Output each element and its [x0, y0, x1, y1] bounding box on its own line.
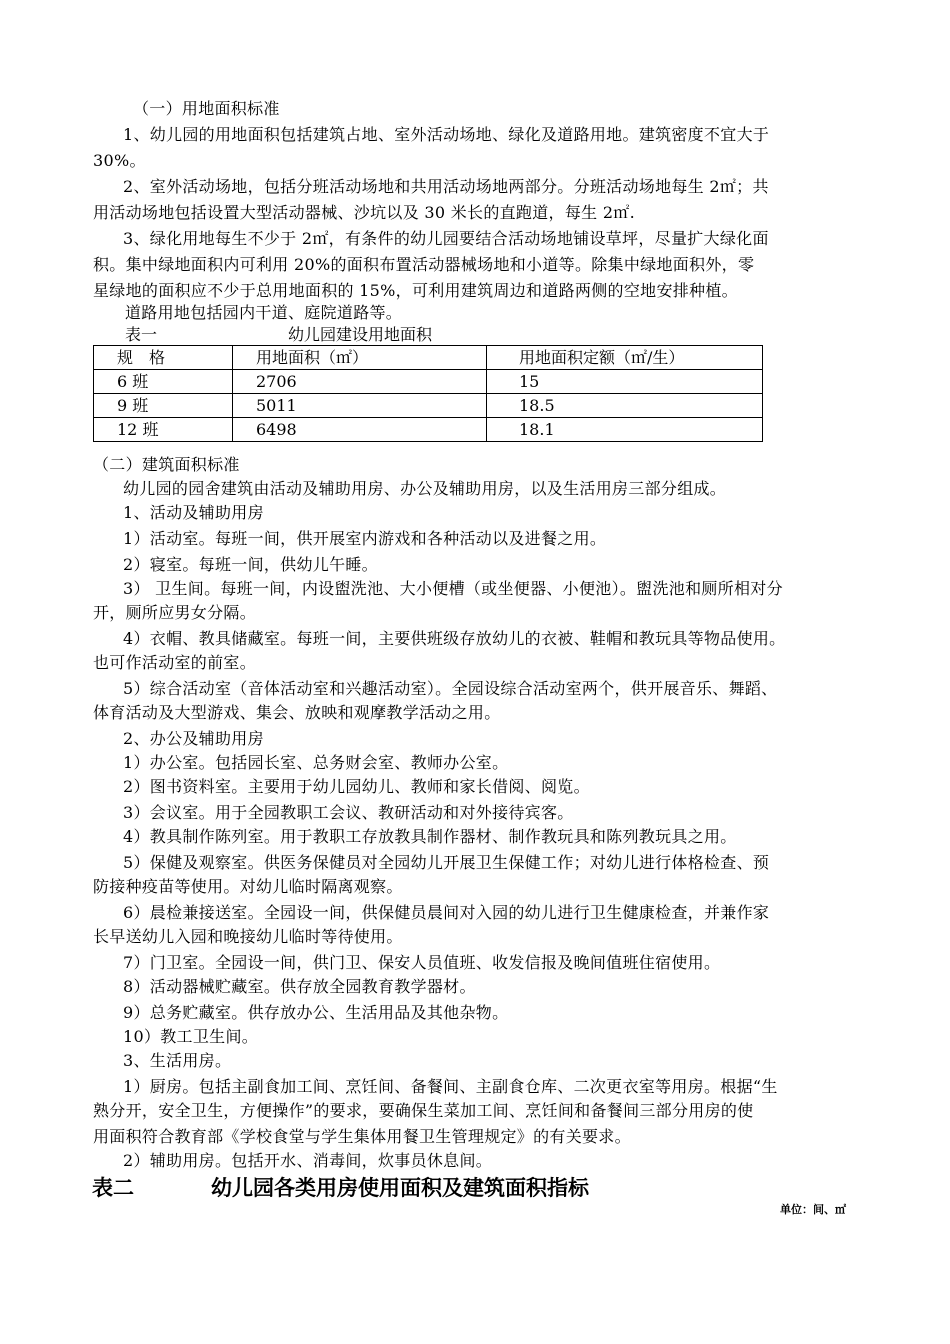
paragraph: 用面积符合教育部《学校食堂与学生集体用餐卫生管理规定》的有关要求。: [93, 1127, 631, 1146]
table1-label: 表一: [125, 325, 158, 344]
paragraph: 幼儿园的园舍建筑由活动及辅助用房、办公及辅助用房，以及生活用房三部分组成。: [123, 479, 727, 498]
table-cell: 6 班: [94, 370, 233, 394]
table-row: [94, 418, 763, 442]
subheading: 1、活动及辅助用房: [123, 503, 264, 522]
paragraph: 4）教具制作陈列室。用于教职工存放教具制作器材、制作教玩具和陈列教玩具之用。: [123, 827, 737, 846]
paragraph: 7）门卫室。全园设一间，供门卫、保安人员值班、收发信报及晚间值班住宿使用。: [123, 953, 721, 972]
table2-title: 幼儿园各类用房使用面积及建筑面积指标: [211, 1176, 589, 1200]
table-cell: 6498: [233, 418, 487, 442]
table-header-cell: 规 格: [94, 346, 233, 370]
paragraph: 也可作活动室的前室。: [93, 653, 257, 672]
table-cell: 12 班: [94, 418, 233, 442]
paragraph: 3） 卫生间。每班一间，内设盥洗池、大小便槽（或坐便器、小便池）。盥洗池和厕所相对分: [123, 579, 783, 598]
table-header-cell: 用地面积（㎡）: [233, 346, 487, 370]
table2-label: 表二: [92, 1176, 134, 1200]
section2-heading: （二）建筑面积标准: [93, 455, 240, 474]
paragraph: 开，厕所应男女分隔。: [93, 603, 257, 622]
table-cell: 2706: [233, 370, 487, 394]
land-area-table: [93, 345, 763, 442]
paragraph: 道路用地包括园内干道、庭院道路等。: [125, 303, 403, 322]
table-row: [94, 394, 763, 418]
paragraph: 8）活动器械贮藏室。供存放全园教育教学器材。: [123, 977, 476, 996]
paragraph: 1、幼儿园的用地面积包括建筑占地、室外活动场地、绿化及道路用地。建筑密度不宜大于: [123, 125, 770, 144]
paragraph: 积。集中绿地面积内可利用 20%的面积布置活动器械场地和小道等。除集中绿地面积外，零: [93, 255, 755, 274]
paragraph: 1）办公室。包括园长室、总务财会室、教师办公室。: [123, 753, 509, 772]
table-cell: 5011: [233, 394, 487, 418]
paragraph: 5）综合活动室（音体活动室和兴趣活动室）。全园设综合活动室两个，供开展音乐、舞蹈、: [123, 679, 778, 698]
table-row: [94, 370, 763, 394]
paragraph: 30%。: [93, 151, 146, 170]
table2-unit: 单位：间、㎡: [780, 1203, 846, 1216]
paragraph: 1）厨房。包括主副食加工间、烹饪间、备餐间、主副食仓库、二次更衣室等用房。根据“生: [123, 1077, 778, 1096]
table1-title: 幼儿园建设用地面积: [288, 325, 433, 344]
table-header-cell: 用地面积定额（㎡/生）: [487, 346, 763, 370]
table-cell: 15: [487, 370, 763, 394]
paragraph: 星绿地的面积应不少于总用地面积的 15%，可利用建筑周边和道路两侧的空地安排种植。: [93, 281, 738, 300]
paragraph: 2）寝室。每班一间，供幼儿午睡。: [123, 555, 378, 574]
paragraph: 9）总务贮藏室。供存放办公、生活用品及其他杂物。: [123, 1003, 509, 1022]
paragraph: 1）活动室。每班一间，供开展室内游戏和各种活动以及进餐之用。: [123, 529, 607, 548]
paragraph: 4）衣帽、教具储藏室。每班一间，主要供班级存放幼儿的衣被、鞋帽和教玩具等物品使用。: [123, 629, 786, 648]
table-cell: 9 班: [94, 394, 233, 418]
paragraph: 5）保健及观察室。供医务保健员对全园幼儿开展卫生保健工作；对幼儿进行体格检查、预: [123, 853, 770, 872]
paragraph: 用活动场地包括设置大型活动器械、沙坑以及 30 米长的直跑道，每生 2㎡.: [93, 203, 635, 222]
paragraph: 防接种疫苗等使用。对幼儿临时隔离观察。: [93, 877, 403, 896]
subheading: 3、生活用房。: [123, 1051, 232, 1070]
paragraph: 2）图书资料室。主要用于幼儿园幼儿、教师和家长借阅、阅览。: [123, 777, 590, 796]
paragraph: 2、室外活动场地，包括分班活动场地和共用活动场地两部分。分班活动场地每生 2㎡；共: [123, 177, 769, 196]
paragraph: 体育活动及大型游戏、集会、放映和观摩教学活动之用。: [93, 703, 501, 722]
paragraph: 熟分开，安全卫生，方便操作”的要求，要确保生菜加工间、烹饪间和备餐间三部分用房的使: [93, 1101, 754, 1120]
paragraph: 10）教工卫生间。: [123, 1027, 259, 1046]
table-cell: 18.5: [487, 394, 763, 418]
table-header-row: [94, 346, 763, 370]
section1-heading: （一）用地面积标准: [133, 99, 280, 118]
paragraph: 3、绿化用地每生不少于 2㎡，有条件的幼儿园要结合活动场地铺设草坪，尽量扩大绿化面: [123, 229, 769, 248]
paragraph: 3）会议室。用于全园教职工会议、教研活动和对外接待宾客。: [123, 803, 574, 822]
paragraph: 长早送幼儿入园和晚接幼儿临时等待使用。: [93, 927, 403, 946]
paragraph: 2）辅助用房。包括开水、消毒间，炊事员休息间。: [123, 1151, 493, 1170]
table-cell: 18.1: [487, 418, 763, 442]
paragraph: 6）晨检兼接送室。全园设一间，供保健员晨间对入园的幼儿进行卫生健康检查，并兼作家: [123, 903, 770, 922]
subheading: 2、办公及辅助用房: [123, 729, 264, 748]
